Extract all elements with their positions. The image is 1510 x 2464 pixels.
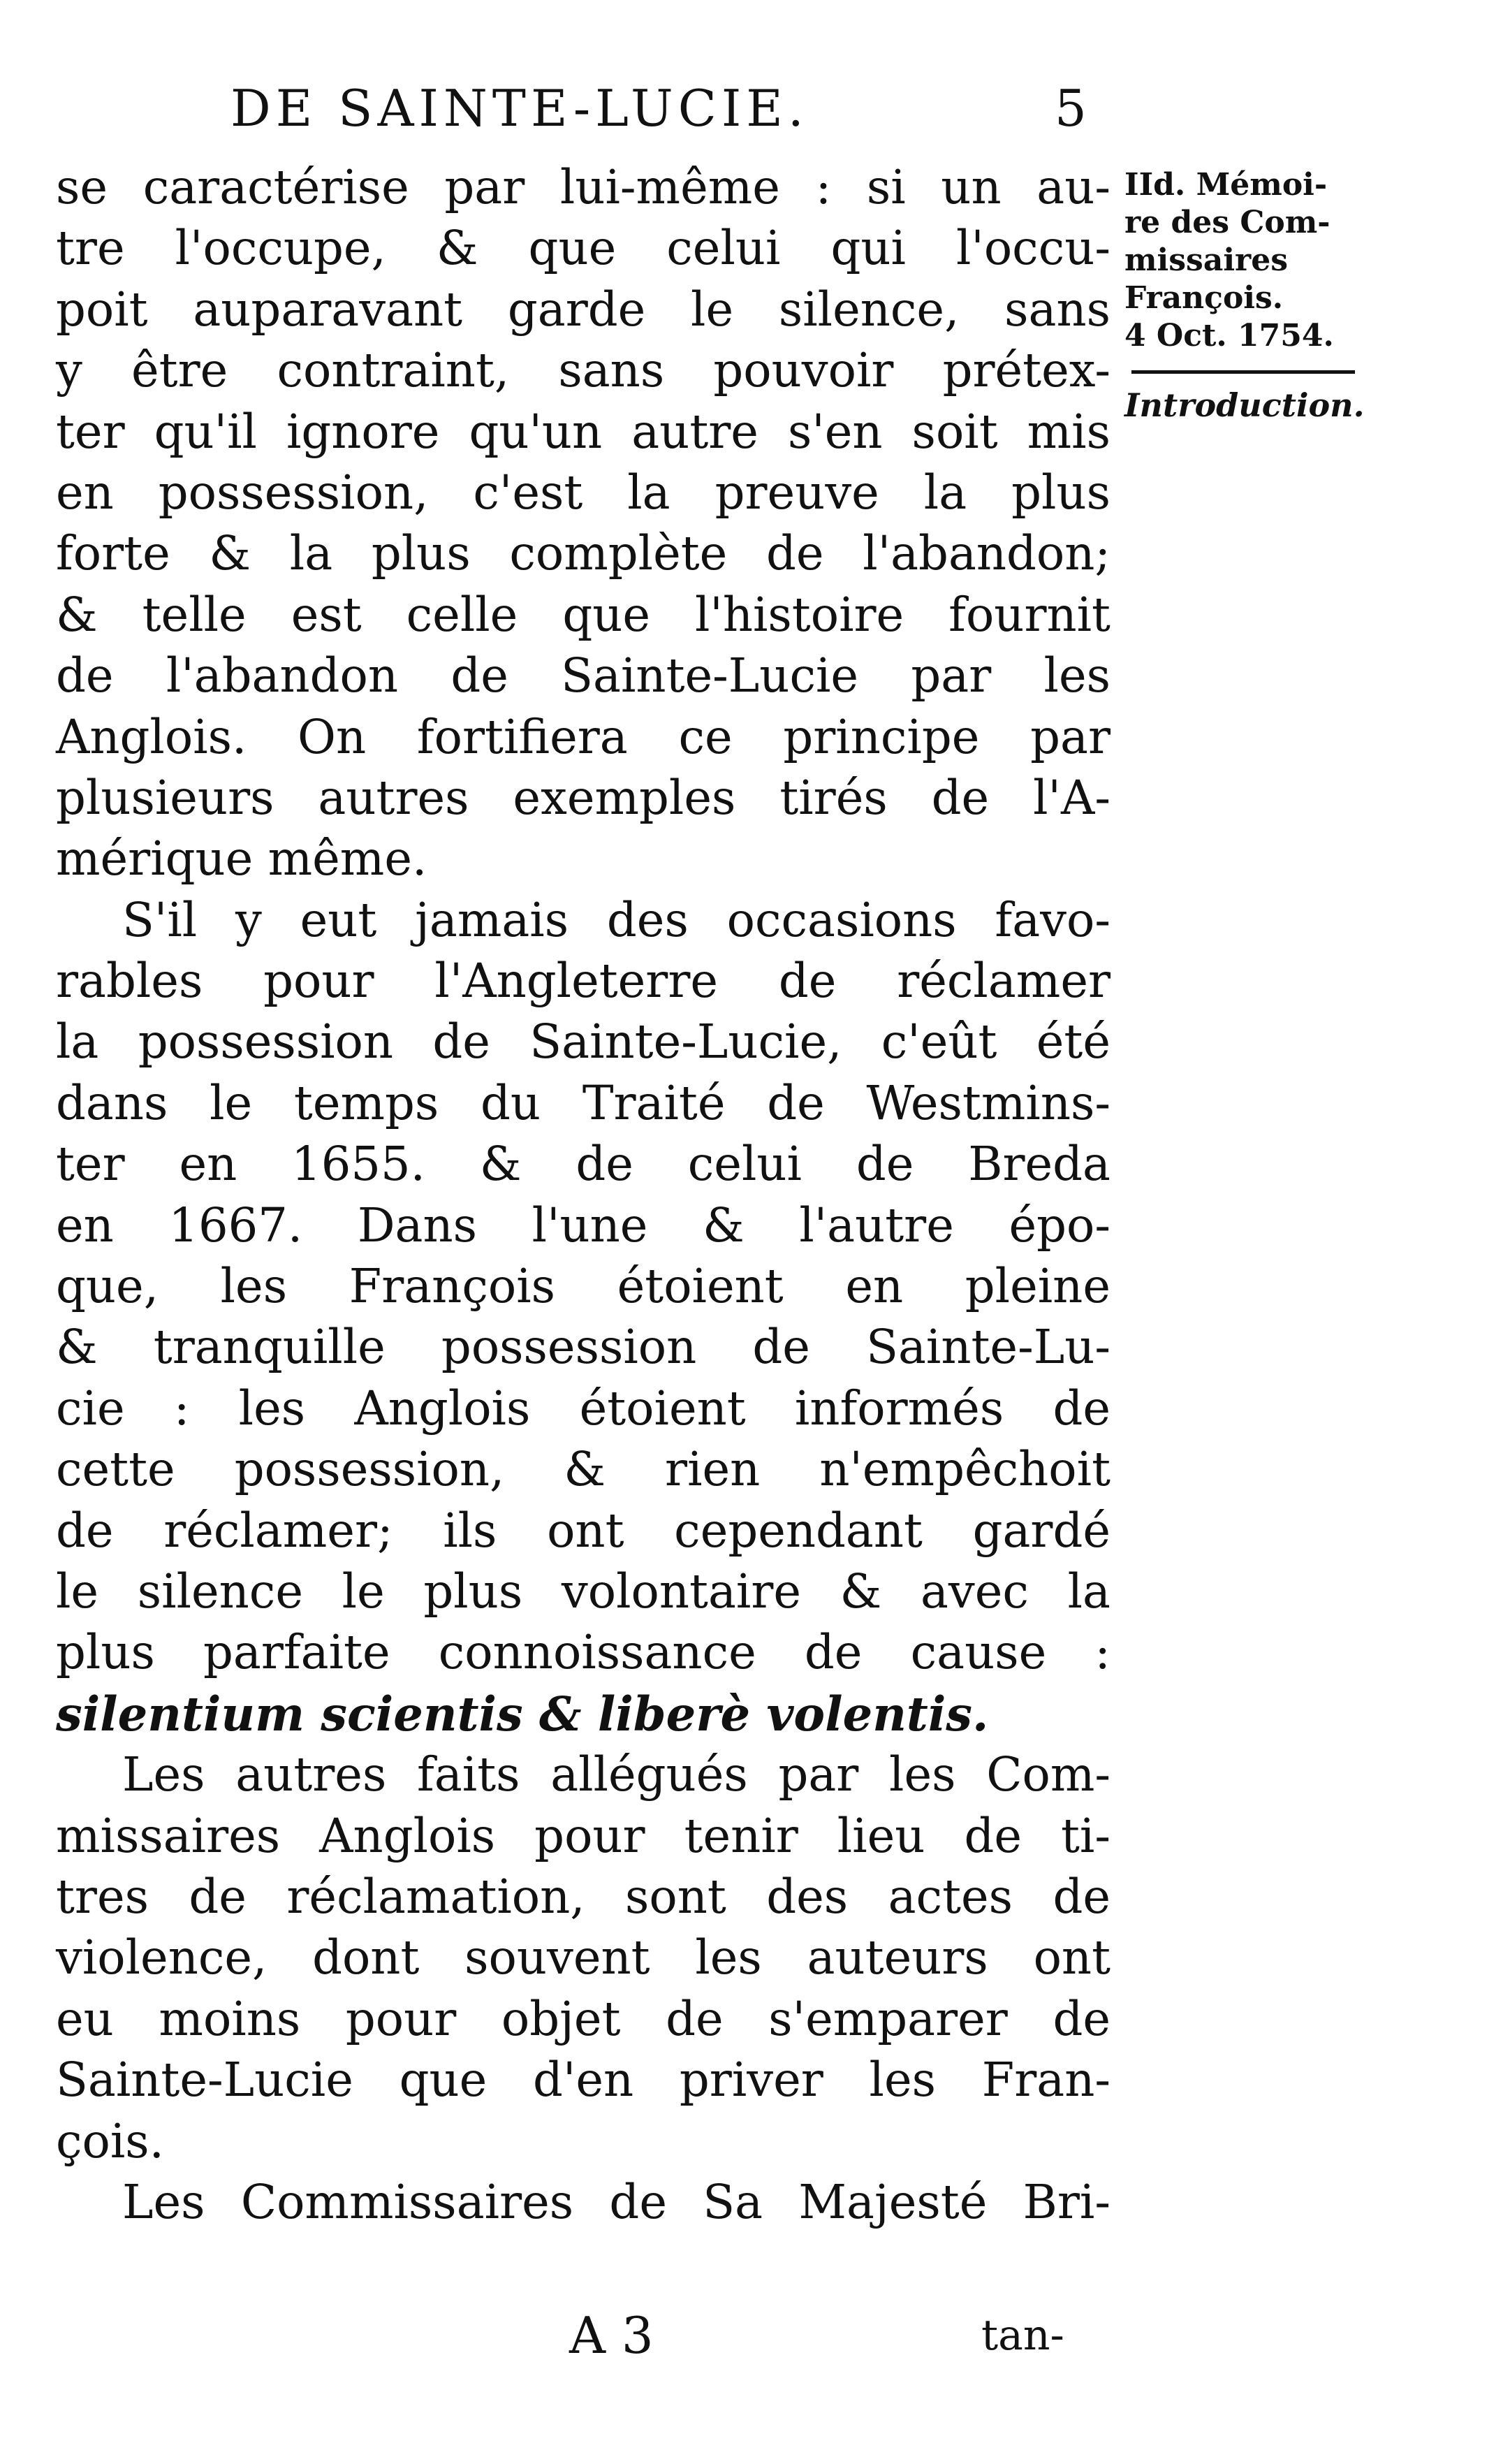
page-number: 5 xyxy=(1055,79,1087,138)
text-line: cette possession, & rien n'empêchoit xyxy=(56,1442,1110,1497)
margin-rule xyxy=(1131,370,1355,374)
text-line: mérique même. xyxy=(56,831,427,887)
text-line: cie : les Anglois étoient informés de xyxy=(56,1380,1110,1436)
signature-mark: A 3 xyxy=(569,2306,654,2365)
text-line: ter en 1655. & de celui de Breda xyxy=(56,1137,1110,1192)
text-line: plus parfaite connoissance de cause : xyxy=(56,1625,1110,1680)
text-line: Anglois. On fortifiera ce principe par xyxy=(56,709,1110,764)
text-line: en possession, c'est la preuve la plus xyxy=(56,465,1110,520)
text-line: tre l'occupe, & que celui qui l'occu- xyxy=(56,221,1110,276)
catchword: tan- xyxy=(981,2311,1064,2360)
text-line: poit auparavant garde le silence, sans xyxy=(56,282,1110,337)
margin-note-line: missaires xyxy=(1124,242,1288,278)
text-line: eu moins pour objet de s'emparer de xyxy=(56,1991,1110,2046)
body-text xyxy=(56,157,1110,2233)
text-line: se caractérise par lui-même : si un au- xyxy=(56,160,1110,214)
text-line: plusieurs autres exemples tirés de l'A- xyxy=(56,770,1110,825)
margin-note-line: IId. Mémoi- xyxy=(1124,167,1328,203)
text-line: rables pour l'Angleterre de réclamer xyxy=(56,954,1110,1009)
text-line: & tranquille possession de Sainte-Lu- xyxy=(56,1320,1110,1375)
text-line: que, les François étoient en pleine xyxy=(56,1259,1110,1314)
running-head: DE SAINTE-LUCIE. xyxy=(230,79,809,138)
margin-note xyxy=(1124,166,1383,424)
text-line: ter qu'il ignore qu'un autre s'en soit mis xyxy=(56,404,1110,459)
margin-note-line: 4 Oct. 1754. xyxy=(1124,318,1334,353)
margin-section-label: Introduction. xyxy=(1124,386,1365,424)
text-line: & telle est celle que l'histoire fournit xyxy=(56,587,1110,642)
latin-quote: silentium scientis & liberè volentis. xyxy=(56,1686,989,1742)
text-line: çois. xyxy=(56,2113,164,2168)
text-line: de l'abandon de Sainte-Lucie par les xyxy=(56,648,1110,704)
text-line: dans le temps du Traité de Westmins- xyxy=(56,1075,1110,1130)
text-line: en 1667. Dans l'une & l'autre épo- xyxy=(56,1197,1110,1253)
text-line: S'il y eut jamais des occasions favo- xyxy=(122,892,1110,947)
text-line: Les Commissaires de Sa Majesté Bri- xyxy=(122,2174,1110,2229)
text-line: Les autres faits allégués par les Com- xyxy=(122,1747,1110,1802)
text-line: forte & la plus complète de l'abandon; xyxy=(56,526,1110,581)
text-line: missaires Anglois pour tenir lieu de ti- xyxy=(56,1808,1110,1863)
text-line: tres de réclamation, sont des actes de xyxy=(56,1869,1110,1924)
text-line: la possession de Sainte-Lucie, c'eût été xyxy=(56,1014,1110,1070)
text-line: violence, dont souvent les auteurs ont xyxy=(56,1930,1110,1985)
margin-note-line: re des Com- xyxy=(1124,205,1331,240)
text-line: de réclamer; ils ont cependant gardé xyxy=(56,1503,1110,1558)
text-line: le silence le plus volontaire & avec la xyxy=(56,1563,1110,1619)
text-line: y être contraint, sans pouvoir prétex- xyxy=(56,343,1110,398)
text-line: Sainte-Lucie que d'en priver les Fran- xyxy=(56,2053,1110,2108)
margin-note-line: François. xyxy=(1124,280,1284,316)
